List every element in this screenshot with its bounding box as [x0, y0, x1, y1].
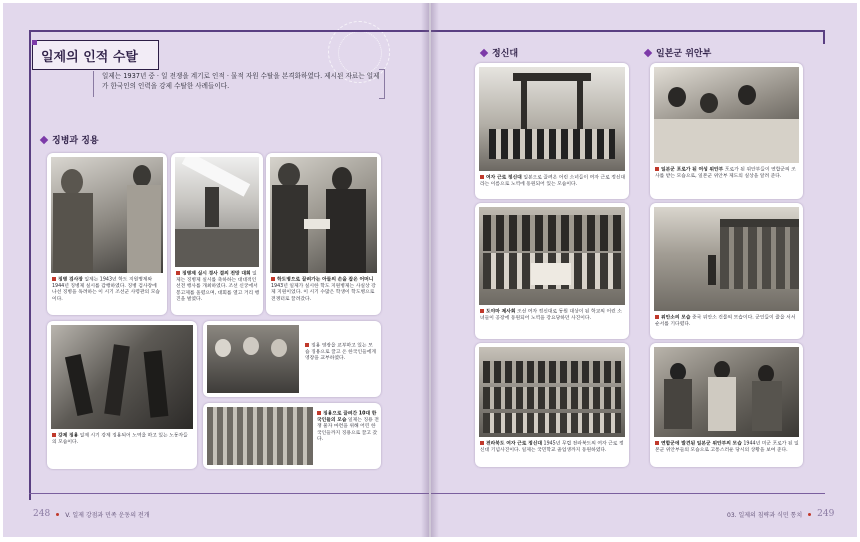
intro-text: 일제는 1937년 중 · 일 전쟁을 계기로 인적 · 물적 자원 수탈을 본격화하였다. 제시된 자료는 일제가 한국인의 인력을 강제 수탈한 사례들이다. — [93, 71, 383, 97]
caption-draft-notice: 징용 영장을 교부하고 있는 모습 징용으로 끌고 온 한국인들에게 영장을 교부하였다. — [305, 343, 376, 362]
photo-teen-conscripts — [207, 407, 313, 465]
caption-conscription-exam: 징병 검사장 일제는 1943년 학도 지원병제와 1944년 징병제 실시를 감행하였다. 징병 검사장에 나선 징병을 독려하는 이 시기 조선군 사령관의 모습이다. — [52, 277, 160, 302]
photo-toyama — [479, 207, 625, 305]
frame-line-top — [29, 30, 429, 32]
photo-conscription-exam — [51, 157, 163, 273]
right-footer — [727, 509, 834, 519]
photo-draft-notice — [207, 325, 299, 393]
frame-line-bottom-right — [431, 493, 825, 494]
photo-card-jeonbuk-corps — [475, 343, 629, 467]
photo-women-labor-corps — [479, 67, 625, 171]
photo-card-comfort-station — [650, 203, 803, 339]
photo-card-toyama — [475, 203, 629, 339]
section-title: 징병과 징용 — [52, 136, 99, 146]
frame-line-bottom — [29, 493, 429, 494]
page-number-right: 249 — [817, 509, 835, 519]
photo-comfort-station — [654, 207, 799, 311]
right-page — [431, 3, 857, 537]
diamond-bullet-icon — [40, 135, 48, 143]
photo-card-draft-notice — [203, 321, 381, 397]
photo-card-student-soldier — [266, 153, 381, 315]
chapter-title: 일제의 인적 수탈 — [41, 49, 138, 65]
left-footer — [33, 509, 150, 519]
photo-card-teen-conscripts — [203, 403, 381, 469]
photo-card-conscription-exam — [47, 153, 167, 315]
photo-card-forced-labor — [47, 321, 197, 469]
photo-forced-labor — [51, 325, 193, 429]
section-head-volunteer-corps — [481, 46, 518, 59]
footer-text-right: 03. 일제의 침략과 식민 통치 — [727, 511, 803, 519]
photo-student-soldier — [270, 157, 377, 273]
caption-captured-comfort-women: 일본군 포로가 된 여성 위안부 포로가 된 위안부들이 연합군의 조사를 받는 모습으로, 일본군 위안부 제도의 실상을 알려 준다. — [655, 167, 796, 179]
caption-jeonbuk-corps: 전라북도 여자 근로 정신대 1945년 무렵 전라북도의 여자 근로 정신대 기념사진이다. 일제는 국민학교 졸업생까지 동원하였다. — [480, 441, 624, 453]
caption-student-soldier: 학도병으로 끌려가는 아들의 손을 잡은 어머니 1943년 일제가 실시한 학도 지원병제는 사실상 강제 지원이었다. 이 시기 수많은 학생이 학도병으로 전쟁터로 끌려갔다. — [271, 277, 376, 302]
footer-text-left: V. 일제 강점과 민족 운동의 전개 — [65, 511, 150, 519]
footer-dot-icon — [56, 513, 59, 516]
photo-card-women-labor-corps — [475, 63, 629, 199]
caption-rally: 징병제 실시 경사 결의 전망 대회 일제는 징병제 실시를 축하하는 대대적인 선전 행사를 개최하였다. 조선 신궁에서 봉고제를 올렸으며, 대회를 열고 거리 행진을 벌였다. — [176, 271, 260, 303]
caption-women-labor-corps: 여자 근로 정신대 일본으로 끌려온 어린 소녀들이 여자 근로 정신대라는 이름으로 노역에 동원되어 있는 모습이다. — [480, 175, 626, 187]
left-page — [3, 3, 429, 537]
section-head-conscription — [41, 133, 99, 146]
diamond-bullet-icon — [644, 48, 652, 56]
caption-toyama: 도야마 제사회 조선 여자 정신대로 동원 대상이 된 학교의 어린 소녀들이 공장에 동원되어 노역을 강요당하던 사진이다. — [480, 309, 622, 321]
section-title-left: 정신대 — [492, 49, 519, 59]
section-head-comfort-women — [645, 46, 711, 59]
caption-found-comfort-women: 연합군에 발견된 일본군 위안부의 모습 1944년 미군 포로가 된 일본군 위안부들의 모습으로 고통스러운 당시의 상황을 보여 준다. — [655, 441, 799, 453]
photo-card-found-comfort-women — [650, 343, 803, 467]
photo-card-rally — [171, 153, 263, 315]
frame-line-right — [823, 30, 825, 44]
chapter-title-box — [32, 40, 159, 70]
title-accent-icon — [32, 40, 37, 45]
caption-forced-labor: 강제 징용 일제 시기 강제 징용되어 노역을 하고 있는 노동자들의 모습이다. — [52, 433, 188, 445]
frame-line-left — [29, 30, 31, 500]
page-number-left: 248 — [33, 509, 51, 519]
section-title-right: 일본군 위안부 — [656, 49, 712, 59]
caption-teen-conscripts: 징용으로 끌려간 10대 한국인들의 모습 일제는 징용 전쟁 물자 마련을 위해 어린 한국인들까지 징용으로 끌고 갔다. — [317, 411, 379, 443]
caption-comfort-station: 위안소의 모습 중국 위안소 건물의 모습이다. 군인들이 줄을 서서 순서를 기다렸다. — [655, 315, 796, 327]
book-gutter — [421, 3, 439, 537]
photo-found-comfort-women — [654, 347, 799, 437]
photo-jeonbuk-corps — [479, 347, 625, 437]
photo-rally — [175, 157, 259, 267]
photo-captured-comfort-women — [654, 67, 799, 163]
diamond-bullet-icon — [480, 48, 488, 56]
intro-bracket — [379, 69, 385, 99]
photo-card-captured-comfort-women — [650, 63, 803, 199]
frame-line-top-right — [431, 30, 825, 32]
footer-dot-icon — [808, 513, 811, 516]
